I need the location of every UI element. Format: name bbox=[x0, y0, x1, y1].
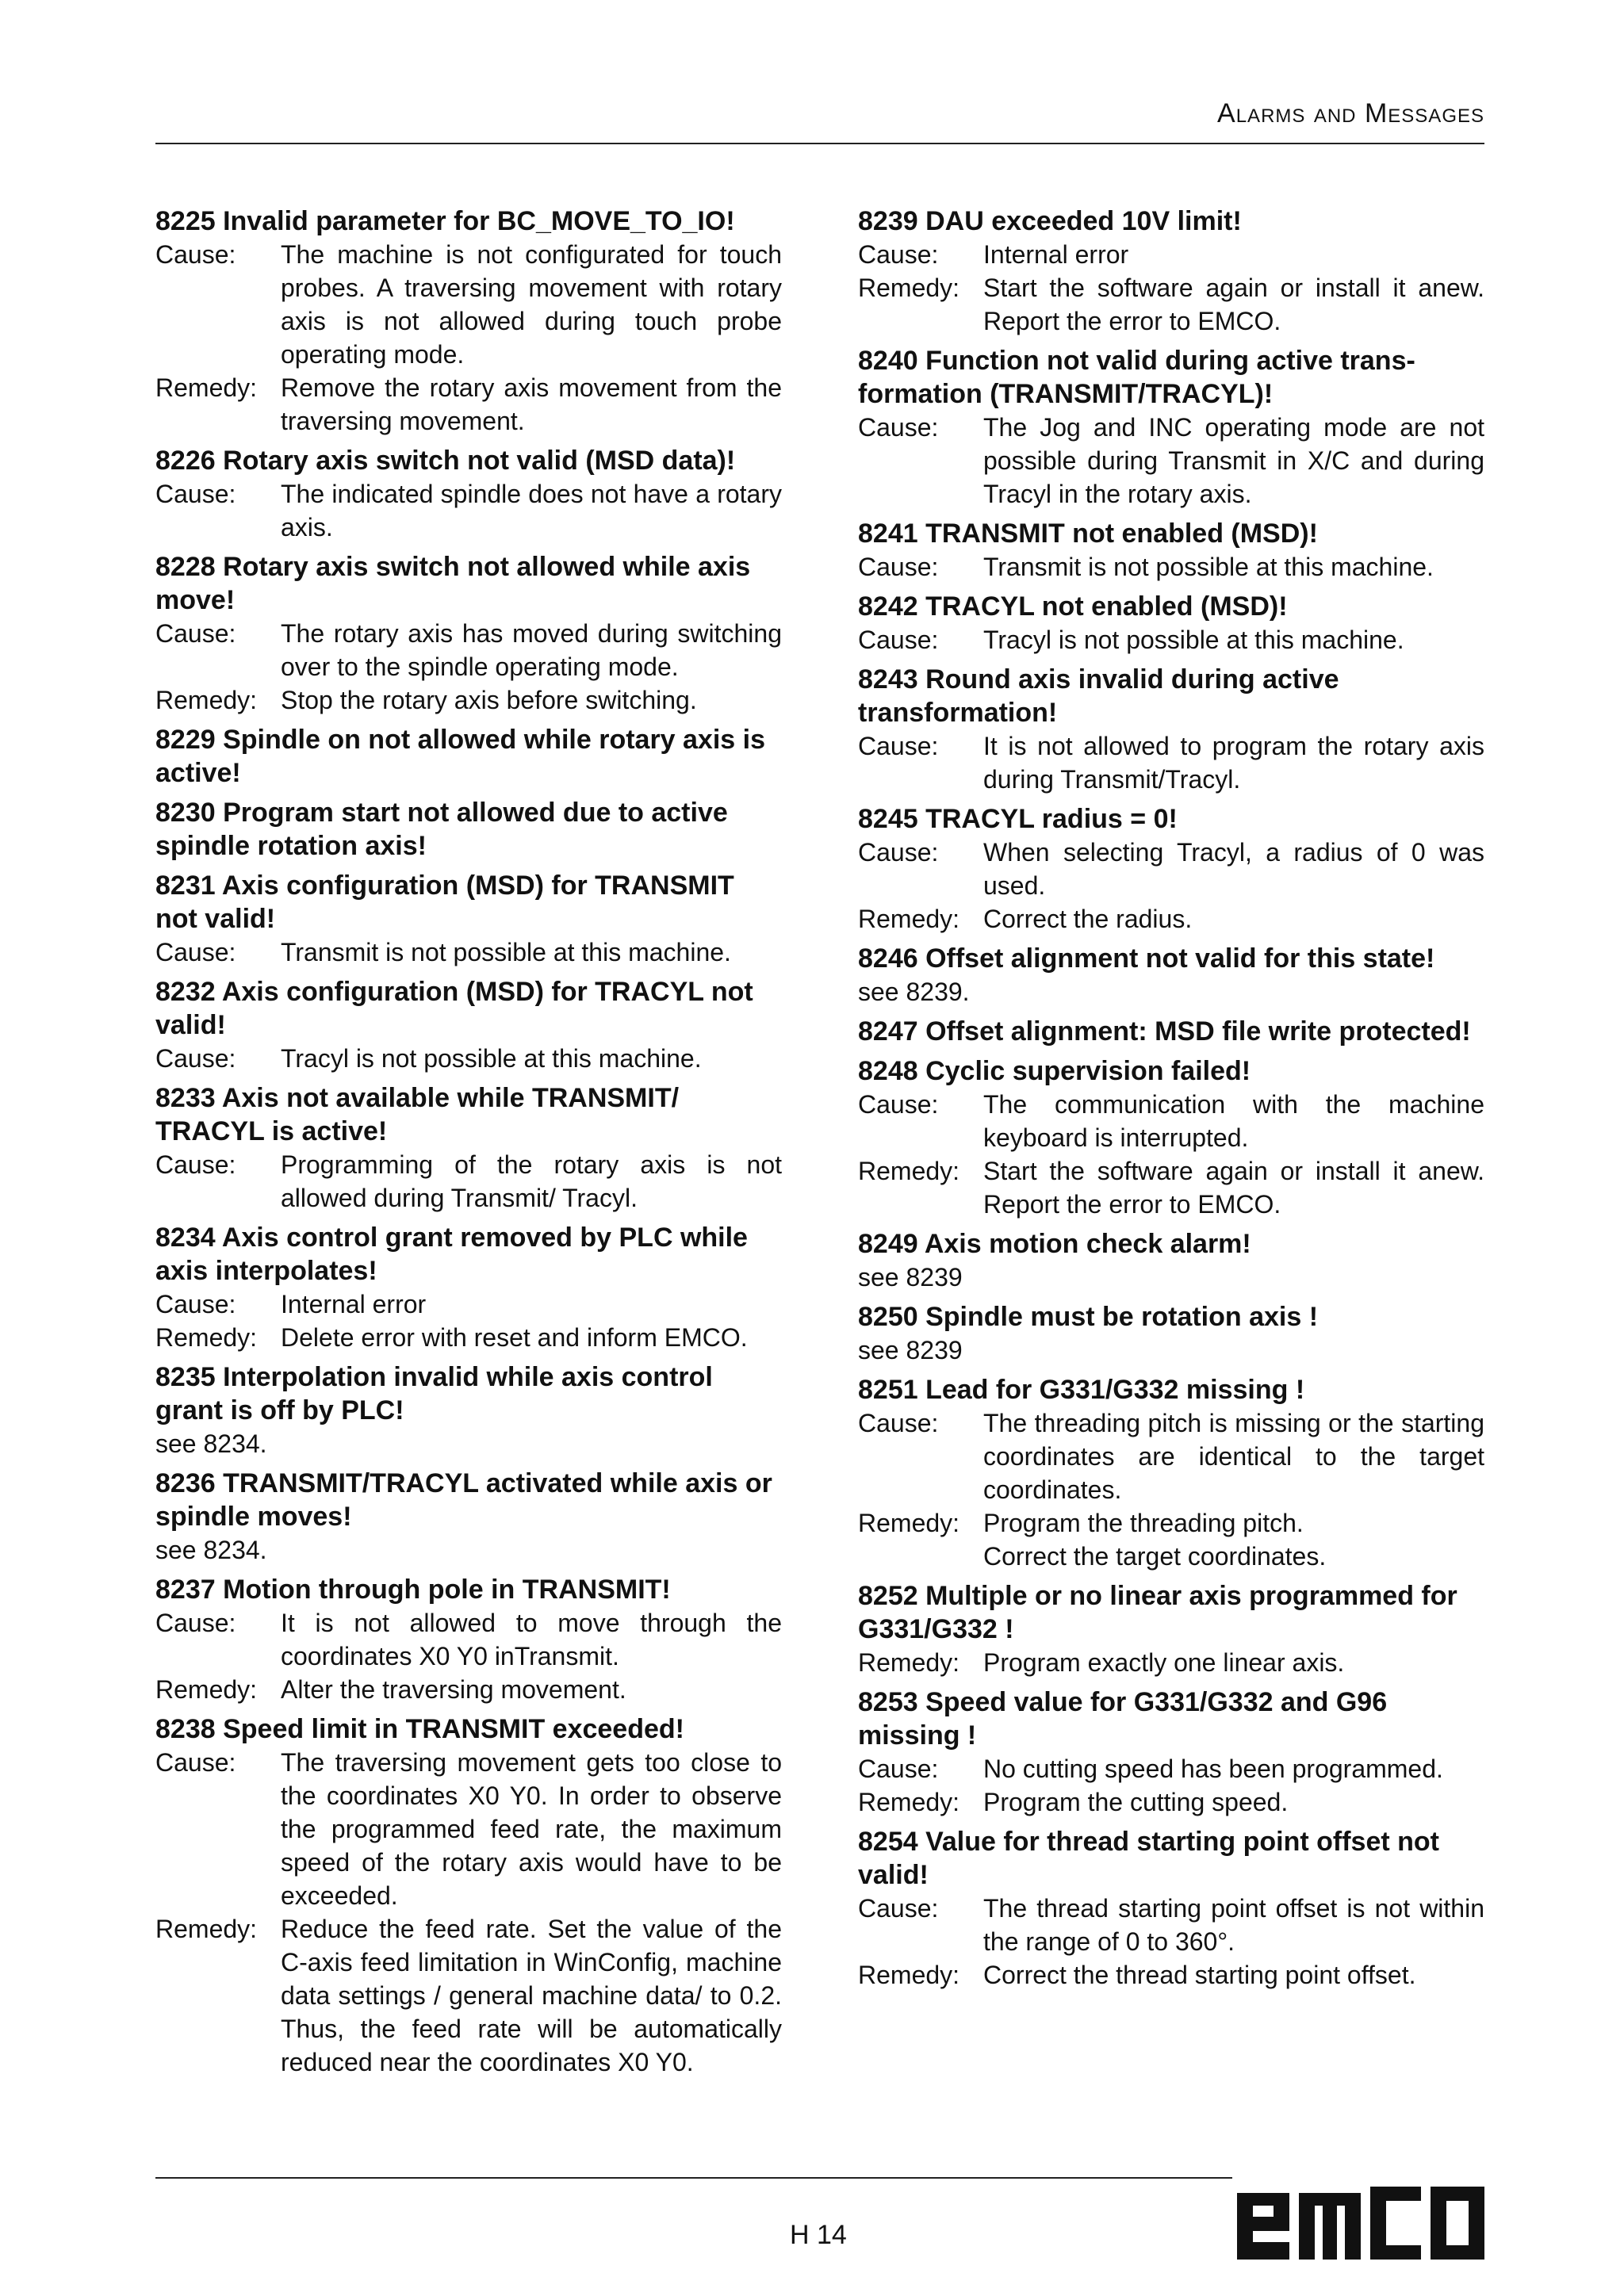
alarm-line-text: Remove the rotary axis movement from the traversing movement. bbox=[281, 373, 782, 435]
alarm-line-text: Reduce the feed rate. Set the value of the C-axis feed limitation in WinConfig, machine data settings / general machine data/ to 0.2. Thus, the feed rate will be automatically reduced near the coordinates X0 Y0. bbox=[281, 1915, 782, 2076]
alarm-8254 bbox=[858, 1825, 1484, 1992]
alarm-line-label: Cause: bbox=[858, 732, 939, 760]
alarm-line-label: Cause: bbox=[155, 240, 236, 269]
alarm-line-text: It is not allowed to move through the coordinates X0 Y0 inTransmit. bbox=[281, 1609, 782, 1670]
alarm-title: 8230 Program start not allowed due to active spindle rotation axis! bbox=[155, 798, 728, 861]
alarm-line-text: Transmit is not possible at this machine. bbox=[281, 938, 731, 966]
alarm-8240 bbox=[858, 344, 1484, 511]
alarm-title: 8236 TRANSMIT/TRACYL activated while axis or spindle moves! bbox=[155, 1468, 772, 1532]
alarm-line-text: The traversing movement gets too close to the coordinates X0 Y0. In order to observe the programmed feed rate, the maximum speed of the rotary axis would have to be exceeded. bbox=[281, 1748, 782, 1910]
alarm-8251 bbox=[858, 1373, 1484, 1573]
alarm-title: 8234 Axis control grant removed by PLC while axis interpolates! bbox=[155, 1223, 748, 1286]
alarm-title: 8228 Rotary axis switch not allowed while axis move! bbox=[155, 552, 751, 615]
alarm-cause-row bbox=[858, 550, 1484, 584]
alarm-8236 bbox=[155, 1467, 782, 1567]
alarm-cause-row bbox=[155, 1148, 782, 1215]
alarm-cause-row bbox=[155, 238, 782, 371]
alarm-8237 bbox=[155, 1573, 782, 1706]
alarm-remedy-row bbox=[858, 1958, 1484, 1992]
alarm-line-text: Start the software again or install it anew. Report the error to EMCO. bbox=[983, 1157, 1484, 1219]
alarm-line-label: Cause: bbox=[858, 240, 939, 269]
alarm-line-label: Remedy: bbox=[155, 1675, 258, 1704]
alarm-line-text: The threading pitch is missing or the starting coordinates are identical to the target coordinates. bbox=[983, 1409, 1484, 1504]
alarm-line-text: Correct the radius. bbox=[983, 905, 1193, 933]
alarm-line-text: The thread starting point offset is not within the range of 0 to 360°. bbox=[983, 1894, 1484, 1956]
alarm-line-text: It is not allowed to program the rotary axis during Transmit/Tracyl. bbox=[983, 732, 1484, 794]
alarm-title: 8247 Offset alignment: MSD file write protected! bbox=[858, 1016, 1471, 1047]
alarm-cause-row bbox=[858, 1892, 1484, 1958]
alarm-title: 8246 Offset alignment not valid for this state! bbox=[858, 943, 1435, 974]
alarm-title: 8240 Function not valid during active trans-formation (TRANSMIT/TRACYL)! bbox=[858, 346, 1415, 409]
alarm-line-text: The indicated spindle does not have a rotary axis. bbox=[281, 480, 782, 541]
alarm-8229 bbox=[155, 723, 782, 790]
alarm-title: 8226 Rotary axis switch not valid (MSD data)! bbox=[155, 446, 736, 476]
alarm-title: 8231 Axis configuration (MSD) for TRANSMIT not valid! bbox=[155, 871, 734, 934]
alarm-line-label: Cause: bbox=[155, 1748, 236, 1777]
alarm-cause-row bbox=[155, 936, 782, 969]
alarm-see-reference: see 8234. bbox=[155, 1536, 267, 1564]
alarm-8252 bbox=[858, 1579, 1484, 1679]
alarm-remedy-row bbox=[155, 683, 782, 717]
alarm-line-text: Program the threading pitch. Correct the target coordinates. bbox=[983, 1509, 1327, 1571]
alarm-title: 8253 Speed value for G331/G332 and G96 missing ! bbox=[858, 1687, 1388, 1751]
alarm-remedy-row bbox=[858, 902, 1484, 936]
alarm-line-label: Remedy: bbox=[155, 1323, 258, 1352]
alarm-8230 bbox=[155, 796, 782, 863]
alarm-title: 8243 Round axis invalid during active transformation! bbox=[858, 664, 1339, 728]
alarm-line-label: Cause: bbox=[155, 1044, 236, 1073]
alarm-title: 8237 Motion through pole in TRANSMIT! bbox=[155, 1575, 671, 1605]
alarm-cause-row bbox=[858, 623, 1484, 656]
alarm-cause-row bbox=[858, 1406, 1484, 1506]
alarm-remedy-row bbox=[155, 1321, 782, 1354]
alarm-cause-row bbox=[858, 729, 1484, 796]
alarm-8242 bbox=[858, 590, 1484, 656]
alarm-8228 bbox=[155, 550, 782, 717]
alarm-8248 bbox=[858, 1054, 1484, 1221]
alarm-8239 bbox=[858, 205, 1484, 338]
alarm-cause-row bbox=[155, 1606, 782, 1673]
alarm-line-text: Stop the rotary axis before switching. bbox=[281, 686, 697, 714]
alarm-title: 8249 Axis motion check alarm! bbox=[858, 1229, 1251, 1259]
alarm-title: 8232 Axis configuration (MSD) for TRACYL not valid! bbox=[155, 977, 753, 1040]
alarm-line-label: Remedy: bbox=[155, 686, 258, 714]
alarm-line-label: Remedy: bbox=[155, 373, 258, 402]
alarm-8247 bbox=[858, 1015, 1484, 1048]
alarm-line-text: The machine is not configurated for touch probes. A traversing movement with rotary axis is not allowed during touch probe operating mode. bbox=[281, 240, 782, 369]
alarm-line-label: Remedy: bbox=[858, 1788, 960, 1816]
alarm-cause-row bbox=[858, 836, 1484, 902]
alarm-line-label: Cause: bbox=[858, 553, 939, 581]
alarm-line-text: Alter the traversing movement. bbox=[281, 1675, 626, 1704]
alarm-line-label: Remedy: bbox=[858, 1509, 960, 1537]
alarm-line-text: Correct the thread starting point offset. bbox=[983, 1961, 1416, 1989]
alarm-line-text: Internal error bbox=[281, 1290, 427, 1318]
alarm-remedy-row bbox=[858, 1785, 1484, 1819]
alarm-line-text: Transmit is not possible at this machine. bbox=[983, 553, 1434, 581]
alarm-see-reference: see 8239. bbox=[858, 978, 970, 1006]
alarm-line-text: Delete error with reset and inform EMCO. bbox=[281, 1323, 748, 1352]
alarm-remedy-row bbox=[155, 371, 782, 438]
alarm-remedy-row bbox=[155, 1673, 782, 1706]
alarm-title: 8241 TRANSMIT not enabled (MSD)! bbox=[858, 519, 1318, 549]
alarm-title: 8239 DAU exceeded 10V limit! bbox=[858, 206, 1242, 236]
alarm-remedy-row bbox=[858, 1154, 1484, 1221]
alarm-remedy-row bbox=[155, 1912, 782, 2079]
alarm-line-label: Cause: bbox=[155, 1150, 236, 1179]
alarm-line-text: Internal error bbox=[983, 240, 1129, 269]
alarm-cause-row bbox=[858, 238, 1484, 271]
alarm-see-reference: see 8239 bbox=[858, 1263, 963, 1292]
alarm-title: 8251 Lead for G331/G332 missing ! bbox=[858, 1375, 1305, 1405]
alarm-line-label: Remedy: bbox=[858, 1961, 960, 1989]
alarm-line-label: Remedy: bbox=[858, 905, 960, 933]
page-header-title: Alarms and Messages bbox=[1217, 98, 1484, 128]
alarm-line-label: Cause: bbox=[858, 1755, 939, 1783]
alarm-title: 8242 TRACYL not enabled (MSD)! bbox=[858, 591, 1288, 622]
page-number: H 14 bbox=[790, 2220, 847, 2250]
alarm-8234 bbox=[155, 1221, 782, 1354]
alarm-cause-row bbox=[155, 1042, 782, 1075]
alarm-title: 8238 Speed limit in TRANSMIT exceeded! bbox=[155, 1714, 684, 1744]
alarm-cause-row bbox=[155, 477, 782, 544]
alarm-line-label: Remedy: bbox=[858, 1157, 960, 1185]
alarm-line-text: Tracyl is not possible at this machine. bbox=[281, 1044, 702, 1073]
right-column bbox=[858, 205, 1484, 1998]
alarm-remedy-row bbox=[858, 1506, 1484, 1573]
alarm-8245 bbox=[858, 802, 1484, 936]
alarm-line-label: Cause: bbox=[155, 1290, 236, 1318]
alarm-line-text: Program exactly one linear axis. bbox=[983, 1648, 1345, 1677]
alarm-8235 bbox=[155, 1360, 782, 1460]
alarm-line-text: Programming of the rotary axis is not allowed during Transmit/ Tracyl. bbox=[281, 1150, 782, 1212]
alarm-remedy-row bbox=[858, 1646, 1484, 1679]
alarm-line-label: Cause: bbox=[858, 838, 939, 867]
alarm-8231 bbox=[155, 869, 782, 969]
alarm-8243 bbox=[858, 663, 1484, 796]
alarm-8241 bbox=[858, 517, 1484, 584]
left-column bbox=[155, 205, 782, 2085]
alarm-8225 bbox=[155, 205, 782, 438]
alarm-title: 8245 TRACYL radius = 0! bbox=[858, 804, 1178, 834]
alarm-cause-row bbox=[858, 411, 1484, 511]
alarm-title: 8254 Value for thread starting point offset not valid! bbox=[858, 1827, 1439, 1890]
alarm-line-text: Tracyl is not possible at this machine. bbox=[983, 626, 1404, 654]
alarm-line-text: The communication with the machine keyboard is interrupted. bbox=[983, 1090, 1484, 1152]
alarm-line-label: Cause: bbox=[155, 938, 236, 966]
alarm-see-reference: see 8239 bbox=[858, 1336, 963, 1364]
alarm-title: 8252 Multiple or no linear axis programmed for G331/G332 ! bbox=[858, 1581, 1457, 1644]
alarm-line-label: Cause: bbox=[858, 1409, 939, 1437]
alarm-line-label: Remedy: bbox=[155, 1915, 258, 1943]
alarm-cause-row bbox=[155, 1746, 782, 1912]
alarm-title: 8233 Axis not available while TRANSMIT/ TRACYL is active! bbox=[155, 1083, 680, 1146]
alarm-8250 bbox=[858, 1300, 1484, 1367]
alarm-8232 bbox=[155, 975, 782, 1075]
alarm-remedy-row bbox=[858, 271, 1484, 338]
emco-logo bbox=[1237, 2187, 1484, 2260]
alarm-8226 bbox=[155, 444, 782, 544]
alarm-line-text: The Jog and INC operating mode are not possible during Transmit in X/C and during Tracyl in the rotary axis. bbox=[983, 413, 1484, 508]
alarm-8249 bbox=[858, 1227, 1484, 1294]
alarm-line-label: Cause: bbox=[155, 619, 236, 648]
alarm-line-label: Cause: bbox=[858, 1090, 939, 1119]
alarm-cause-row bbox=[858, 1752, 1484, 1785]
alarm-line-label: Cause: bbox=[155, 480, 236, 508]
footer-divider bbox=[155, 2177, 1232, 2179]
alarm-8246 bbox=[858, 942, 1484, 1008]
alarm-line-text: Program the cutting speed. bbox=[983, 1788, 1289, 1816]
alarm-line-label: Remedy: bbox=[858, 1648, 960, 1677]
alarm-8233 bbox=[155, 1081, 782, 1215]
alarm-line-text: The rotary axis has moved during switching over to the spindle operating mode. bbox=[281, 619, 782, 681]
alarm-line-label: Cause: bbox=[155, 1609, 236, 1637]
alarm-8253 bbox=[858, 1686, 1484, 1819]
alarm-line-label: Remedy: bbox=[858, 274, 960, 302]
header-divider bbox=[155, 143, 1484, 144]
alarm-line-text: No cutting speed has been programmed. bbox=[983, 1755, 1443, 1783]
alarm-line-label: Cause: bbox=[858, 1894, 939, 1923]
alarm-line-label: Cause: bbox=[858, 626, 939, 654]
alarm-title: 8229 Spindle on not allowed while rotary axis is active! bbox=[155, 725, 766, 788]
alarm-title: 8235 Interpolation invalid while axis control grant is off by PLC! bbox=[155, 1362, 713, 1425]
alarm-cause-row bbox=[155, 1288, 782, 1321]
alarm-title: 8225 Invalid parameter for BC_MOVE_TO_IO! bbox=[155, 206, 735, 236]
alarm-line-text: Start the software again or install it anew. Report the error to EMCO. bbox=[983, 274, 1484, 335]
alarm-8238 bbox=[155, 1712, 782, 2079]
alarm-cause-row bbox=[155, 617, 782, 683]
alarm-line-label: Cause: bbox=[858, 413, 939, 442]
alarm-cause-row bbox=[858, 1088, 1484, 1154]
alarm-title: 8248 Cyclic supervision failed! bbox=[858, 1056, 1251, 1086]
alarm-see-reference: see 8234. bbox=[155, 1429, 267, 1458]
alarm-line-text: When selecting Tracyl, a radius of 0 was used. bbox=[983, 838, 1484, 900]
alarm-title: 8250 Spindle must be rotation axis ! bbox=[858, 1302, 1319, 1332]
